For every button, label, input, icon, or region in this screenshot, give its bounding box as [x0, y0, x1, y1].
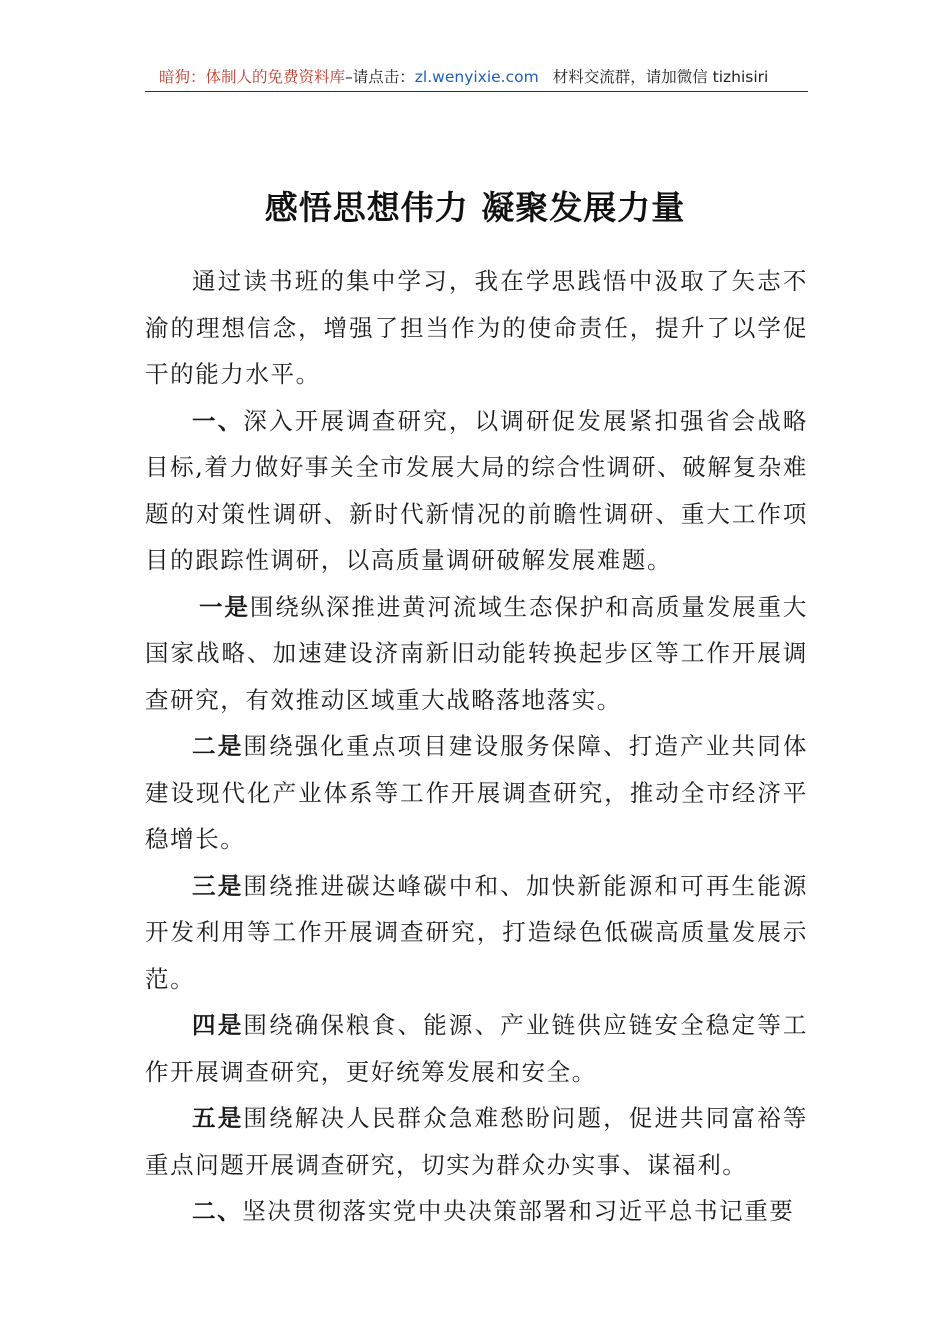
paragraph-text: 深入开展调查研究，以调研促发展紧扣强省会战略目标,着力做好事关全市发展大局的综合性调研、破解复杂难题的对策性调研、新时代新情况的前瞻性调研、重大工作项目的跟踪性调研，以高质量调研破解发展难题。 [145, 406, 809, 574]
header-site-name: 暗狗：体制人的免费资料库 [159, 68, 346, 86]
document-title: 感悟思想伟力 凝聚发展力量 [264, 188, 686, 228]
paragraph-text: 围绕解决人民群众急难愁盼问题，促进共同富裕等重点问题开展调查研究，切实为群众办实事、谋福利。 [145, 1104, 809, 1179]
paragraph-text: 围绕纵深推进黄河流域生态保护和高质量发展重大国家战略、加速建设济南新旧动能转换起步区等工作开展调查研究，有效推动区域重大战略落地落实。 [145, 592, 809, 714]
item-lead: 三是 [192, 871, 244, 900]
paragraph-intro [145, 258, 808, 398]
paragraph-text: 坚决贯彻落实党中央决策部署和习近平总书记重要 [242, 1197, 795, 1225]
paragraph-text: 围绕确保粮食、能源、产业链供应链安全稳定等工作开展调查研究，更好统筹发展和安全。 [145, 1011, 809, 1086]
paragraph-section-2 [145, 1188, 808, 1235]
paragraph-text: 围绕推进碳达峰碳中和、加快新能源和可再生能源开发利用等工作开展调查研究，打造绿色低碳高质量发展示范。 [145, 871, 809, 993]
header-url-link[interactable]: zl.wenyixie.com [414, 68, 539, 86]
item-lead: 五是 [192, 1104, 244, 1132]
paragraph-item-1 [145, 584, 808, 724]
section-number: 二、 [192, 1197, 243, 1225]
section-number: 一、 [192, 406, 244, 435]
paragraph-text: 通过读书班的集中学习，我在学思践悟中汲取了矢志不渝的理想信念，增强了担当作为的使命责任，提升了以学促干的能力水平。 [145, 267, 808, 388]
header-group-text: 材料交流群，请加微信 tizhisiri [552, 68, 769, 86]
paragraph-item-4 [145, 1002, 808, 1095]
paragraph-text: 围绕强化重点项目建设服务保障、打造产业共同体建设现代化产业体系等工作开展调查研究，推动全市经济平稳增长。 [145, 732, 809, 853]
paragraph-item-3 [145, 863, 808, 1003]
page-header [145, 66, 808, 92]
item-lead: 二是 [192, 732, 244, 760]
header-click-text: –请点击： [345, 68, 415, 86]
paragraph-section-1 [145, 398, 808, 584]
paragraph-item-5 [145, 1095, 808, 1188]
document-body [145, 258, 808, 1235]
paragraph-item-2 [145, 723, 808, 863]
item-lead: 四是 [192, 1011, 244, 1039]
item-lead: 一是 [199, 592, 250, 621]
